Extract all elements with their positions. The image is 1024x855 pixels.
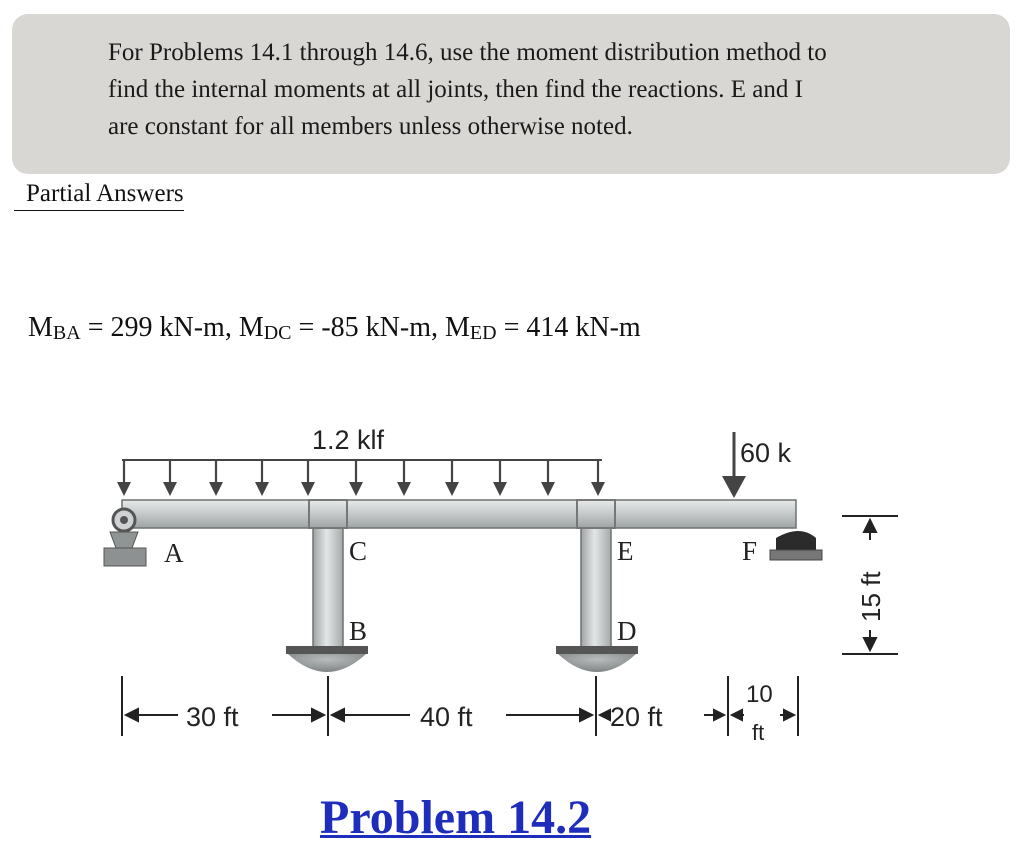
answer-mdc: $M_{DC} = -85$ kN-m, (238, 312, 438, 344)
problem-title: Problem 14.2 (320, 791, 592, 844)
joint-label-d: D (617, 616, 637, 646)
load-arrow-head (445, 482, 459, 496)
load-arrow-head (117, 482, 131, 496)
load-arrow-head (255, 482, 269, 496)
roller-support-f (770, 531, 822, 560)
joint-label-e: E (617, 536, 634, 566)
load-arrow-head (349, 482, 363, 496)
load-arrow-head (209, 482, 223, 496)
dim-span-ab: 30 ft (186, 702, 239, 732)
load-arrow-head (301, 482, 315, 496)
distributed-load (117, 460, 605, 496)
dim-span-cd: 40 ft (420, 702, 473, 732)
load-arrow-head (591, 482, 605, 496)
point-load-label: 60 k (740, 438, 792, 468)
joint-label-c: C (349, 536, 368, 566)
distributed-load-label: 1.2 klf (312, 425, 385, 455)
problem-line-1: For Problems 14.1 through 14.6, use the moment distribution method to (108, 39, 827, 66)
beam-af (122, 500, 796, 528)
answer-mba: $M_{BA} = 299$ kN-m, (28, 312, 232, 344)
fixed-support-b (286, 646, 368, 672)
load-arrow-head (397, 482, 411, 496)
problem-line-3: are constant for all members unless otherwise noted. (108, 113, 633, 140)
joint-label-f: F (742, 536, 758, 566)
fixed-support-d (556, 646, 638, 672)
column-de (581, 528, 611, 648)
dim-span-end-unit: ft (752, 720, 765, 745)
answer-med: $M_{ED} = 414$ kN-m (444, 312, 641, 344)
dim-column-height: 15 ft (856, 571, 886, 622)
load-arrow-head (493, 482, 507, 496)
load-arrow-head (541, 482, 555, 496)
dim-span-ef: 20 ft (610, 702, 663, 732)
column-bc (313, 528, 343, 648)
dim-span-end-value: 10 (746, 681, 773, 708)
joint-label-a: A (164, 538, 184, 568)
problem-line-2: find the internal moments at all joints, then find the reactions. E and I (108, 76, 803, 103)
load-arrow-head (163, 482, 177, 496)
joint-label-b: B (349, 616, 368, 646)
partial-answers-heading: Partial Answers (14, 178, 184, 211)
